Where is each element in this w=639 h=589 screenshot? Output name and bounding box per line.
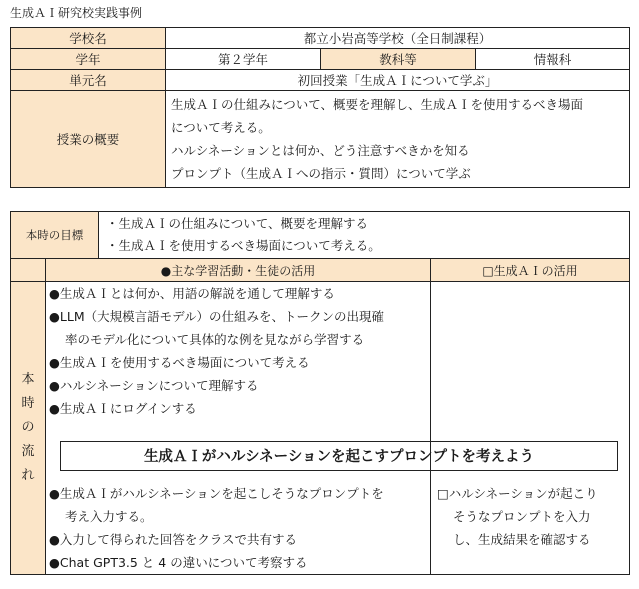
activities-header: ●主な学習活動・生徒の活用 <box>46 259 431 282</box>
summary-line: について考える。 <box>171 120 271 135</box>
ai-use-line: そうなプロンプトを入力 <box>453 509 591 524</box>
subject-value: 情報科 <box>476 49 630 70</box>
activity-item: ●入力して得られた回答をクラスで共有する <box>49 532 298 547</box>
grade-value: 第２学年 <box>166 49 321 70</box>
grade-label: 学年 <box>11 49 166 70</box>
activity-item: ●生成ＡＩを使用するべき場面について考える <box>49 355 310 370</box>
summary-line: プロンプト（生成ＡＩへの指示・質問）について学ぶ <box>171 166 471 181</box>
page-title: 生成ＡＩ研究校実践事例 <box>10 6 143 20</box>
summary-label: 授業の概要 <box>11 91 166 188</box>
unit-label: 単元名 <box>11 70 166 91</box>
flow-label-char: 時 <box>21 396 35 411</box>
flow-label-char: 本 <box>21 372 35 387</box>
goal-line: ・生成ＡＩを使用するべき場面について考える。 <box>106 238 381 253</box>
activity-item: 考え入力する。 <box>65 509 153 524</box>
summary-line: 生成ＡＩの仕組みについて、概要を理解し、生成ＡＩを使用するべき場面 <box>171 97 584 112</box>
activity-item: 率のモデル化について具体的な例を見ながら学習する <box>65 332 365 347</box>
ai-use-line: し、生成結果を確認する <box>453 532 591 547</box>
flow-label-char: 流 <box>21 444 35 459</box>
goal-line: ・生成ＡＩの仕組みについて、概要を理解する <box>106 216 369 231</box>
lesson-info-table <box>10 27 630 188</box>
flow-label-char: の <box>21 420 35 435</box>
activity-item: ●LLM（大規模言語モデル）の仕組みを、トークンの出現確 <box>49 309 384 324</box>
flow-label-char: れ <box>21 468 35 483</box>
ai-use-cell <box>431 282 630 575</box>
activity-item: ●Chat GPT3.5 と 4 の違いについて考察する <box>49 555 308 570</box>
summary-text <box>166 91 630 188</box>
subject-label: 教科等 <box>321 49 476 70</box>
activity-item: ●生成ＡＩとは何か、用語の解説を通して理解する <box>49 286 335 301</box>
activity-item: ●ハルシネーションについて理解する <box>49 378 259 393</box>
school-value: 都立小岩高等学校（全日制課程） <box>166 28 630 49</box>
unit-value: 初回授業「生成ＡＩについて学ぶ」 <box>166 70 630 91</box>
goal-text <box>99 212 630 259</box>
activity-item: ●生成ＡＩがハルシネーションを起こしそうなプロンプトを <box>49 486 384 501</box>
activity-item: ●生成ＡＩにログインする <box>49 401 197 416</box>
lesson-plan-table <box>10 211 630 575</box>
school-label: 学校名 <box>11 28 166 49</box>
summary-line: ハルシネーションとは何か、どう注意すべきかを知る <box>171 143 470 158</box>
activity-banner: 生成ＡＩがハルシネーションを起こすプロンプトを考えよう <box>60 441 618 471</box>
flow-label <box>11 282 46 575</box>
flow-header-blank <box>11 259 46 282</box>
ai-use-line: □ハルシネーションが起こり <box>437 486 598 501</box>
goal-label: 本時の目標 <box>11 212 99 259</box>
ai-use-header: □生成ＡＩの活用 <box>431 259 630 282</box>
